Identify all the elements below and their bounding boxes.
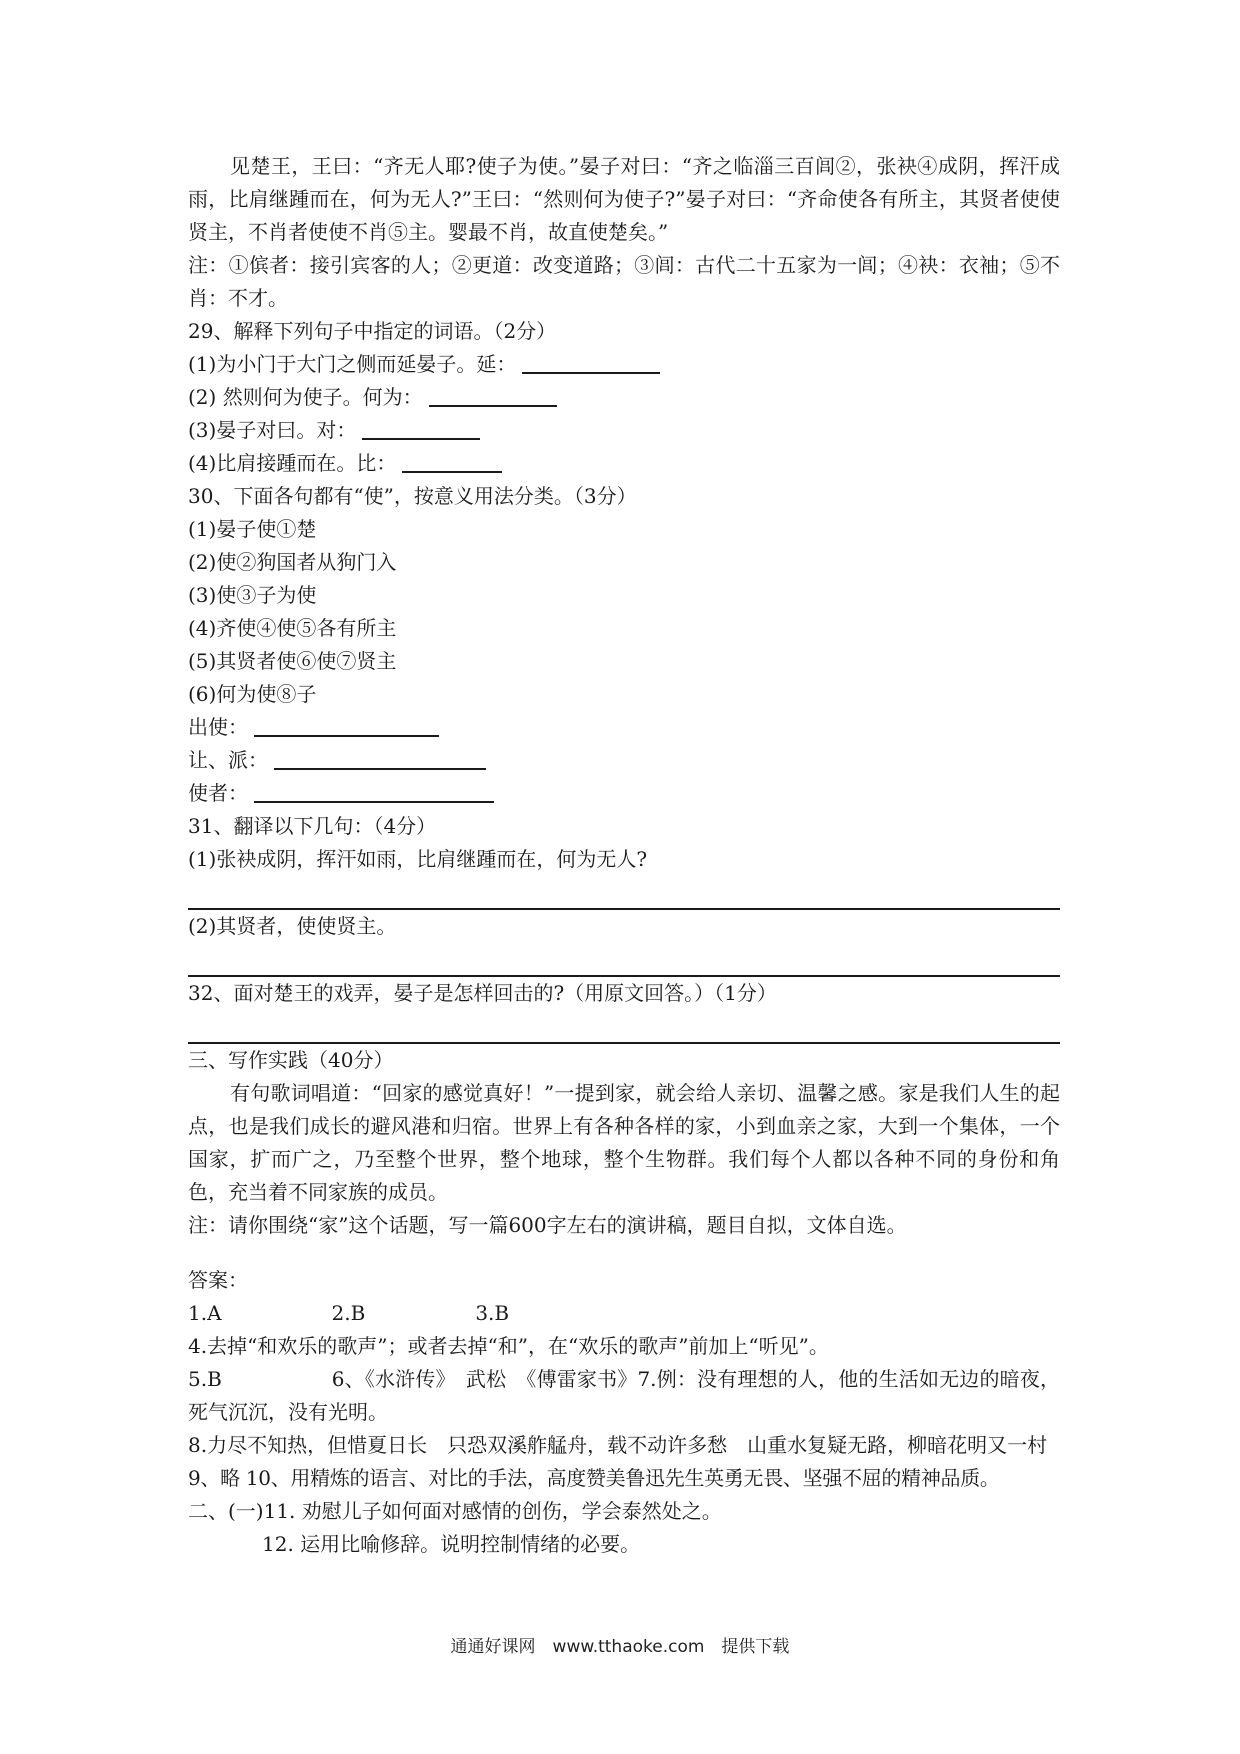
answer-8: 8.力尽不知热，但惜夏日长 只恐双溪舴艋舟，载不动许多愁 山重水复疑无路，柳暗花明又一村 — [188, 1433, 1048, 1457]
answer-line[interactable] — [188, 1010, 1060, 1044]
q30-item-2: (2)使②狗国者从狗门入 — [188, 550, 397, 574]
q29-title: 29、解释下列句子中指定的词语。（2分） — [188, 319, 557, 343]
answer-blank[interactable] — [274, 746, 486, 770]
answer-blank[interactable] — [429, 383, 557, 407]
answer-line[interactable] — [188, 943, 1060, 977]
q29-item-4: (4)比肩接踵而在。比： — [188, 447, 1060, 480]
q29-item-2: (2) 然则何为使子。何为： — [188, 381, 1060, 414]
q30-item-6: (6)何为使⑧子 — [188, 682, 317, 706]
q30-category-rangpai: 让、派： — [188, 744, 1060, 777]
answer-line[interactable] — [188, 876, 1060, 910]
page-footer: 通通好课网 www.tthaoke.com 提供下载 — [450, 1637, 790, 1657]
answers-row-5-7: 5.B 6、《水浒传》 武松 《傅雷家书》7.例：没有理想的人，他的生活如无边的暗夜，死气沉沉，没有光明。 — [188, 1367, 1060, 1424]
answer-blank[interactable] — [254, 779, 494, 803]
q31-title: 31、翻译以下几句：（4分） — [188, 814, 437, 838]
writing-prompt: 有句歌词唱道：“回家的感觉真好！”一提到家，就会给人亲切、温馨之感。家是我们人生的起点，也是我们成长的避风港和归宿。世界上有各种各样的家，小到血亲之家，大到一个集体，一个国家，扩而广之，乃至整个世界，整个地球，整个生物群。我们每个人都以各种不同的身份和角色，充当着不同家族的成员。 — [188, 1081, 1060, 1204]
q30-item-1: (1)晏子使①楚 — [188, 517, 317, 541]
document-body — [188, 150, 1060, 1561]
answer-12: 12. 运用比喻修辞。说明控制情绪的必要。 — [262, 1532, 641, 1556]
answer-blank[interactable] — [522, 350, 660, 374]
answers-title: 答案： — [188, 1268, 248, 1292]
q29-item-3: (3)晏子对曰。对： — [188, 414, 1060, 447]
answer-11: 二、(一)11. 劝慰儿子如何面对感情的创伤，学会泰然处之。 — [188, 1499, 722, 1523]
answer-4: 4.去掉“和欢乐的歌声”；或者去掉“和”，在“欢乐的歌声”前加上“听见”。 — [188, 1334, 829, 1358]
passage-text: 见楚王，王曰：“齐无人耶?使子为使。”晏子对曰：“齐之临淄三百闾②，张袂④成阴，挥汗成雨，比肩继踵而在，何为无人?”王曰：“然则何为使子?”晏子对曰：“齐命使各有所主，其贤者使使贤主，不肖者使使不肖⑤主。婴最不肖，故直使楚矣。” — [188, 154, 1060, 244]
q30-item-5: (5)其贤者使⑥使⑦贤主 — [188, 649, 397, 673]
q32-title: 32、面对楚王的戏弄，晏子是怎样回击的?（用原文回答。）（1分） — [188, 981, 777, 1005]
q29-item-1: (1)为小门于大门之侧而延晏子。延： — [188, 348, 1060, 381]
writing-note: 注：请你围绕“家”这个话题，写一篇600字左右的演讲稿，题目自拟，文体自选。 — [188, 1213, 907, 1237]
q30-title: 30、下面各句都有“使”，按意义用法分类。（3分） — [188, 484, 637, 508]
answer-blank[interactable] — [362, 416, 480, 440]
passage-note: 注：①傧者：接引宾客的人；②更道：改变道路；③闾：古代二十五家为一闾；④袂：衣袖；⑤不肖：不才。 — [188, 253, 1060, 310]
answers-row-1-3: 1.A 2.B 3.B — [188, 1301, 510, 1325]
q30-item-3: (3)使③子为使 — [188, 583, 317, 607]
q30-category-shizhe: 使者： — [188, 777, 1060, 810]
q30-item-4: (4)齐使④使⑤各有所主 — [188, 616, 397, 640]
writing-title: 三、写作实践（40分） — [188, 1048, 394, 1072]
answer-blank[interactable] — [254, 713, 439, 737]
answer-blank[interactable] — [402, 449, 502, 473]
q31-item-1: (1)张袂成阴，挥汗如雨，比肩继踵而在，何为无人? — [188, 847, 648, 871]
q30-category-chushi: 出使： — [188, 711, 1060, 744]
q31-item-2: (2)其贤者，使使贤主。 — [188, 914, 397, 938]
answers-9-10: 9、略 10、用精炼的语言、对比的手法，高度赞美鲁迅先生英勇无畏、坚强不屈的精神品质。 — [188, 1466, 1000, 1490]
